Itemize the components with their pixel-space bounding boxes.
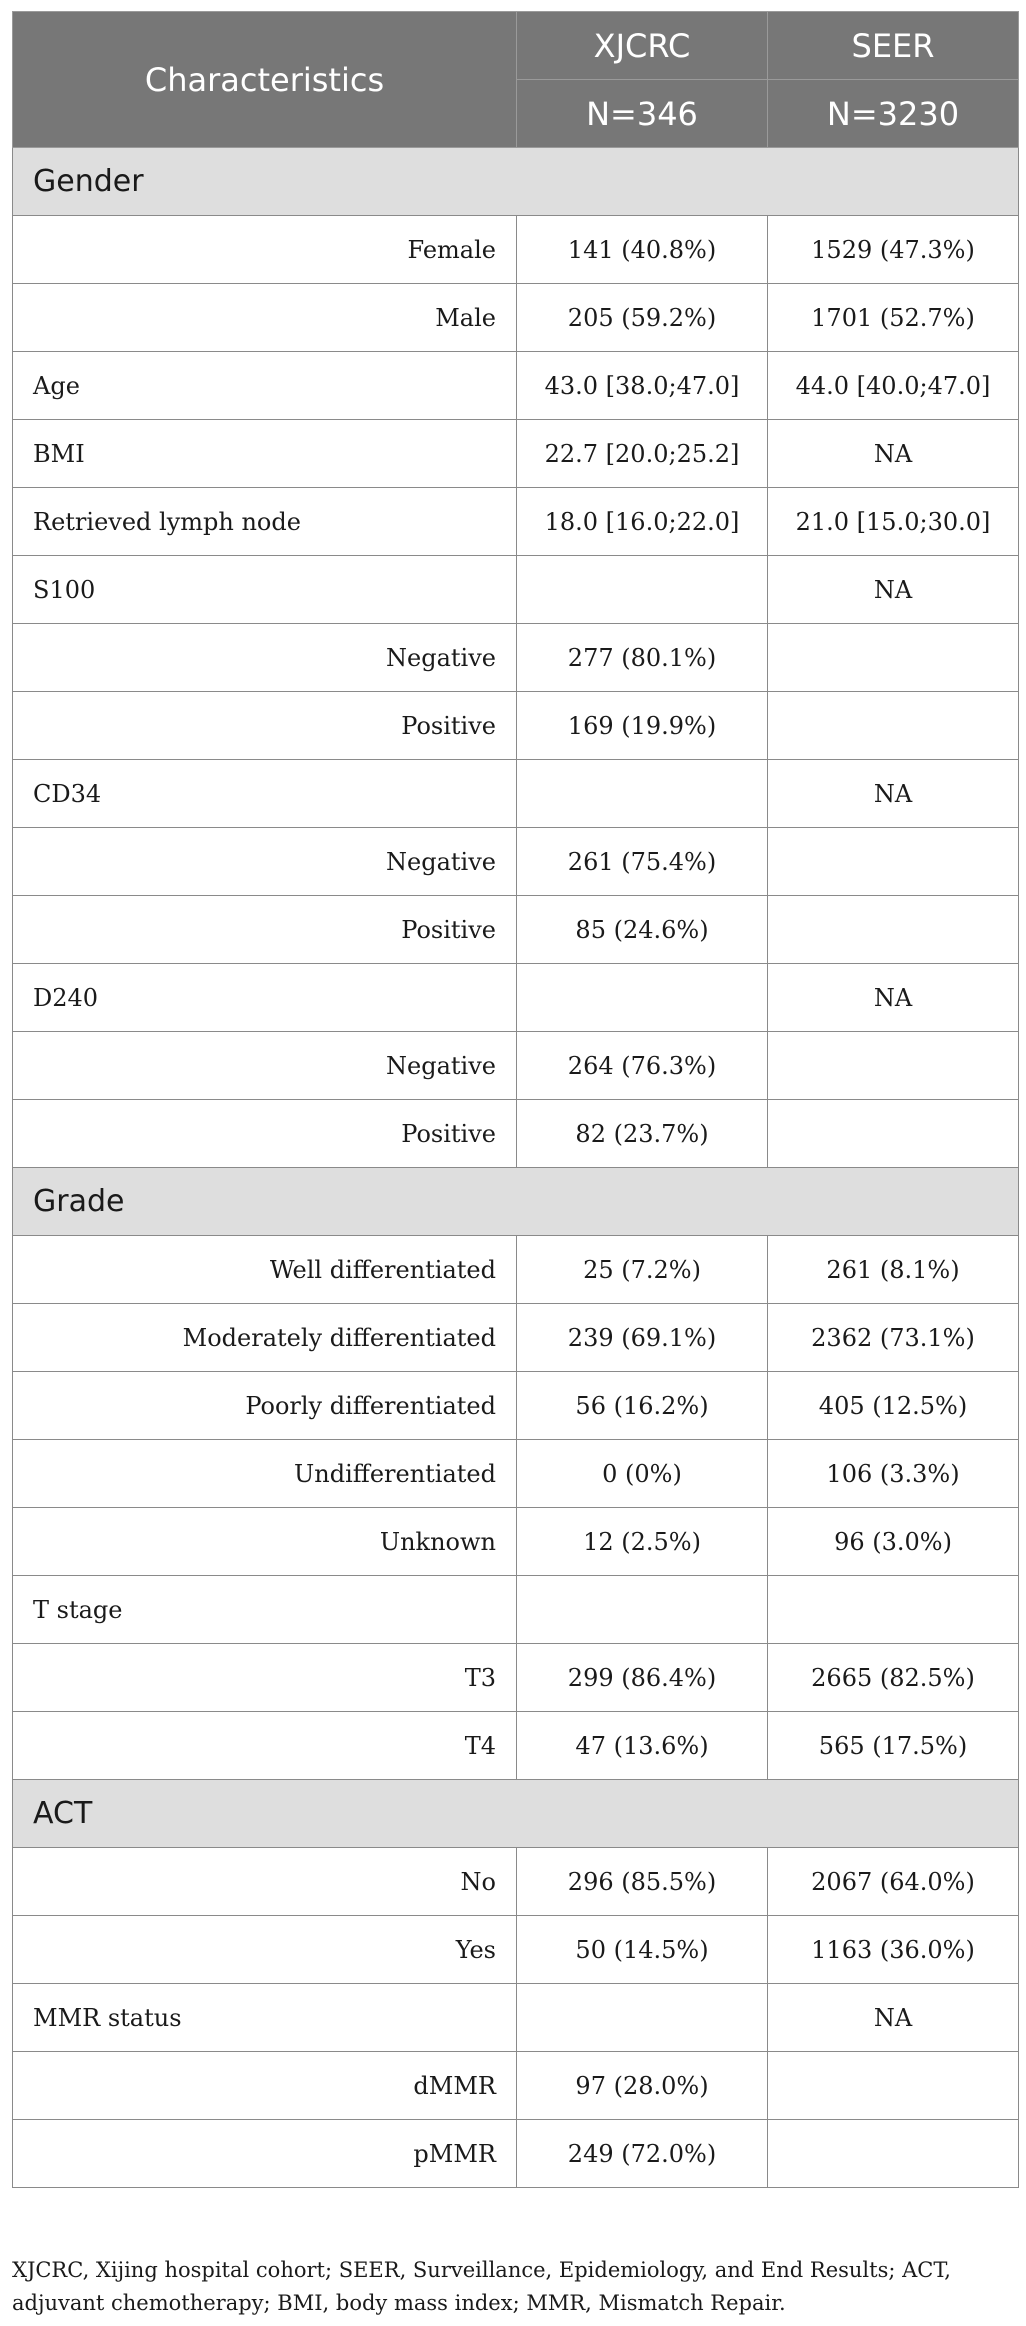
variable-label: S100 <box>13 556 517 624</box>
seer-value: NA <box>768 556 1019 624</box>
table-body <box>13 148 1019 2188</box>
section-label: Gender <box>13 148 1019 216</box>
section-row <box>13 148 1019 216</box>
header-characteristics: Characteristics <box>13 12 517 148</box>
seer-value: 44.0 [40.0;47.0] <box>768 352 1019 420</box>
table-row <box>13 2120 1019 2188</box>
table-row <box>13 896 1019 964</box>
xjcrc-value: 12 (2.5%) <box>517 1508 768 1576</box>
table-row <box>13 1644 1019 1712</box>
table-row <box>13 488 1019 556</box>
seer-value: 565 (17.5%) <box>768 1712 1019 1780</box>
variable-label: D240 <box>13 964 517 1032</box>
table-row <box>13 284 1019 352</box>
seer-value: NA <box>768 760 1019 828</box>
xjcrc-value: 249 (72.0%) <box>517 2120 768 2188</box>
category-label: Positive <box>13 896 517 964</box>
seer-value: 106 (3.3%) <box>768 1440 1019 1508</box>
table-footnote: XJCRC, Xijing hospital cohort; SEER, Surveillance, Epidemiology, and End Results; ACT, adjuvant chemotherapy; BMI, body mass index; MMR, Mismatch Repair. <box>12 2258 951 2315</box>
xjcrc-value: 85 (24.6%) <box>517 896 768 964</box>
xjcrc-value: 205 (59.2%) <box>517 284 768 352</box>
seer-value <box>768 1100 1019 1168</box>
table-row <box>13 352 1019 420</box>
seer-value: NA <box>768 1984 1019 2052</box>
seer-value <box>768 2120 1019 2188</box>
table-row <box>13 1848 1019 1916</box>
category-label: Negative <box>13 1032 517 1100</box>
xjcrc-value: 82 (23.7%) <box>517 1100 768 1168</box>
table-row <box>13 1236 1019 1304</box>
category-label: dMMR <box>13 2052 517 2120</box>
category-label: Positive <box>13 1100 517 1168</box>
seer-value: 2362 (73.1%) <box>768 1304 1019 1372</box>
table-row <box>13 828 1019 896</box>
table-row <box>13 964 1019 1032</box>
variable-label: Retrieved lymph node <box>13 488 517 556</box>
table-row <box>13 624 1019 692</box>
variable-label: MMR status <box>13 1984 517 2052</box>
category-label: Well differentiated <box>13 1236 517 1304</box>
category-label: T3 <box>13 1644 517 1712</box>
header-xjcrc: XJCRC <box>517 12 768 80</box>
table-row <box>13 216 1019 284</box>
seer-value <box>768 692 1019 760</box>
xjcrc-value <box>517 964 768 1032</box>
category-label: pMMR <box>13 2120 517 2188</box>
table-row <box>13 1984 1019 2052</box>
category-label: Male <box>13 284 517 352</box>
header-seer-n: N=3230 <box>768 80 1019 148</box>
header-xjcrc-n: N=346 <box>517 80 768 148</box>
table-row <box>13 760 1019 828</box>
seer-value <box>768 828 1019 896</box>
xjcrc-value: 25 (7.2%) <box>517 1236 768 1304</box>
xjcrc-value: 22.7 [20.0;25.2] <box>517 420 768 488</box>
category-label: No <box>13 1848 517 1916</box>
xjcrc-value: 141 (40.8%) <box>517 216 768 284</box>
xjcrc-value: 239 (69.1%) <box>517 1304 768 1372</box>
table-row <box>13 1440 1019 1508</box>
category-label: Yes <box>13 1916 517 1984</box>
category-label: Female <box>13 216 517 284</box>
category-label: Negative <box>13 828 517 896</box>
variable-label: CD34 <box>13 760 517 828</box>
seer-value: NA <box>768 964 1019 1032</box>
section-label: ACT <box>13 1780 1019 1848</box>
seer-value: 21.0 [15.0;30.0] <box>768 488 1019 556</box>
seer-value <box>768 624 1019 692</box>
seer-value: NA <box>768 420 1019 488</box>
table-row <box>13 1100 1019 1168</box>
section-row <box>13 1168 1019 1236</box>
table-row <box>13 1916 1019 1984</box>
variable-label: T stage <box>13 1576 517 1644</box>
xjcrc-value: 50 (14.5%) <box>517 1916 768 1984</box>
category-label: Positive <box>13 692 517 760</box>
xjcrc-value: 264 (76.3%) <box>517 1032 768 1100</box>
xjcrc-value <box>517 760 768 828</box>
variable-label: BMI <box>13 420 517 488</box>
seer-value: 1163 (36.0%) <box>768 1916 1019 1984</box>
category-label: Undifferentiated <box>13 1440 517 1508</box>
section-label: Grade <box>13 1168 1019 1236</box>
xjcrc-value: 97 (28.0%) <box>517 2052 768 2120</box>
seer-value <box>768 1576 1019 1644</box>
table-row <box>13 1372 1019 1440</box>
table-header <box>13 12 1019 148</box>
xjcrc-value: 299 (86.4%) <box>517 1644 768 1712</box>
xjcrc-value: 0 (0%) <box>517 1440 768 1508</box>
category-label: Negative <box>13 624 517 692</box>
xjcrc-value: 56 (16.2%) <box>517 1372 768 1440</box>
xjcrc-value: 261 (75.4%) <box>517 828 768 896</box>
table-row <box>13 692 1019 760</box>
table-row <box>13 1712 1019 1780</box>
table-row <box>13 420 1019 488</box>
section-row <box>13 1780 1019 1848</box>
table-row <box>13 1304 1019 1372</box>
xjcrc-value: 18.0 [16.0;22.0] <box>517 488 768 556</box>
category-label: Moderately differentiated <box>13 1304 517 1372</box>
table-row <box>13 1032 1019 1100</box>
xjcrc-value <box>517 1984 768 2052</box>
seer-value <box>768 896 1019 964</box>
xjcrc-value: 277 (80.1%) <box>517 624 768 692</box>
xjcrc-value: 169 (19.9%) <box>517 692 768 760</box>
xjcrc-value <box>517 1576 768 1644</box>
seer-value <box>768 1032 1019 1100</box>
seer-value <box>768 2052 1019 2120</box>
table-row <box>13 1576 1019 1644</box>
table-row <box>13 556 1019 624</box>
xjcrc-value <box>517 556 768 624</box>
seer-value: 405 (12.5%) <box>768 1372 1019 1440</box>
category-label: Unknown <box>13 1508 517 1576</box>
table-row <box>13 1508 1019 1576</box>
seer-value: 1701 (52.7%) <box>768 284 1019 352</box>
seer-value: 2067 (64.0%) <box>768 1848 1019 1916</box>
header-seer: SEER <box>768 12 1019 80</box>
seer-value: 2665 (82.5%) <box>768 1644 1019 1712</box>
seer-value: 1529 (47.3%) <box>768 216 1019 284</box>
variable-label: Age <box>13 352 517 420</box>
category-label: Poorly differentiated <box>13 1372 517 1440</box>
seer-value: 96 (3.0%) <box>768 1508 1019 1576</box>
table-row <box>13 2052 1019 2120</box>
category-label: T4 <box>13 1712 517 1780</box>
seer-value: 261 (8.1%) <box>768 1236 1019 1304</box>
characteristics-table <box>12 11 1019 2188</box>
xjcrc-value: 296 (85.5%) <box>517 1848 768 1916</box>
xjcrc-value: 47 (13.6%) <box>517 1712 768 1780</box>
xjcrc-value: 43.0 [38.0;47.0] <box>517 352 768 420</box>
